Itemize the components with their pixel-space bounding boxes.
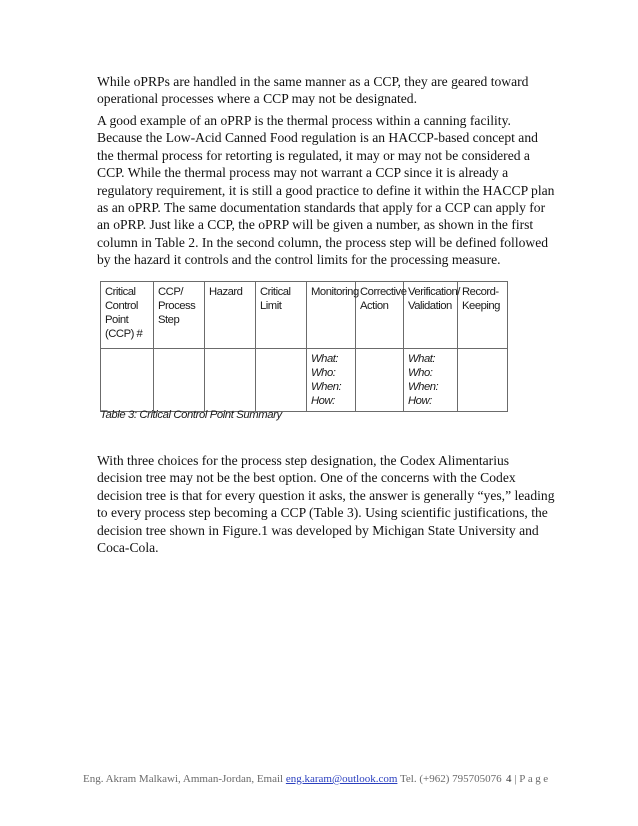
- header-record-keeping: Record-Keeping: [458, 282, 508, 349]
- monitoring-prompts-cell: [307, 349, 356, 412]
- table-cell: [356, 349, 404, 412]
- table-row: [101, 349, 508, 412]
- header-verification: Verification/ Validation: [404, 282, 458, 349]
- header-process-step: CCP/ Process Step: [154, 282, 205, 349]
- page-label: Page: [519, 773, 551, 785]
- table-cell: [256, 349, 307, 412]
- header-critical-limit: Critical Limit: [256, 282, 307, 349]
- footer-author: Eng. Akram Malkawi, Amman-Jordan, Email: [83, 773, 284, 785]
- table-cell: [205, 349, 256, 412]
- header-corrective-action: Corrective Action: [356, 282, 404, 349]
- header-monitoring: Monitoring: [307, 282, 356, 349]
- page-separator: |: [514, 773, 517, 785]
- verification-prompts-cell: [404, 349, 458, 412]
- prompt-how: How:: [408, 395, 432, 407]
- prompt-when: When:: [311, 381, 342, 393]
- page-number-block: [506, 773, 551, 785]
- paragraph-thermal-process: A good example of an oPRP is the thermal process within a canning facility. Because the Low-Acid Canned Food regulation is an HACCP-based concept and the thermal process for retorting is regulated, it may or may not be considered a CCP. While the thermal process may not warrant a CCP since it is already a regulatory requirement, it is still a good practice to define it within the HACCP plan as an oPRP. The same documentation standards that apply for a CCP can apply for an oPRP. Just like a CCP, the oPRP will be given a number, as shown in the first column in Table 2. In the second column, the process step will be defined followed by the hazard it controls and the control limits for the processing measure.: [97, 113, 555, 268]
- footer-email-link[interactable]: eng.karam@outlook.com: [285, 773, 398, 785]
- header-ccp-number: Critical Control Point (CCP) #: [101, 282, 154, 349]
- ccp-summary-table: [100, 281, 508, 412]
- table-caption: Table 3: Critical Control Point Summary: [100, 409, 282, 421]
- table-cell: [101, 349, 154, 412]
- paragraph-decision-tree: With three choices for the process step designation, the Codex Alimentarius decision tree may not be the best option. One of the concerns with the Codex decision tree is that for every question it asks, the answer is generally “yes,” leading to every process step becoming a CCP (Table 3). Using scientific justifications, the decision tree shown in Figure.1 was developed by Michigan State University and Coca-Cola.: [97, 453, 555, 556]
- prompt-what: What:: [408, 353, 436, 365]
- table-cell: [458, 349, 508, 412]
- prompt-when: When:: [408, 381, 439, 393]
- footer-phone: Tel. (+962) 795705076: [399, 773, 502, 785]
- prompt-who: Who:: [408, 367, 433, 379]
- table-cell: [154, 349, 205, 412]
- page-footer: [83, 773, 563, 785]
- table-header-row: [101, 282, 508, 349]
- paragraph-oprp-intro: While oPRPs are handled in the same manner as a CCP, they are geared toward operational processes where a CCP may not be designated.: [97, 74, 529, 107]
- prompt-what: What:: [311, 353, 339, 365]
- page-number: 4: [506, 773, 512, 785]
- prompt-who: Who:: [311, 367, 336, 379]
- prompt-how: How:: [311, 395, 335, 407]
- header-hazard: Hazard: [205, 282, 256, 349]
